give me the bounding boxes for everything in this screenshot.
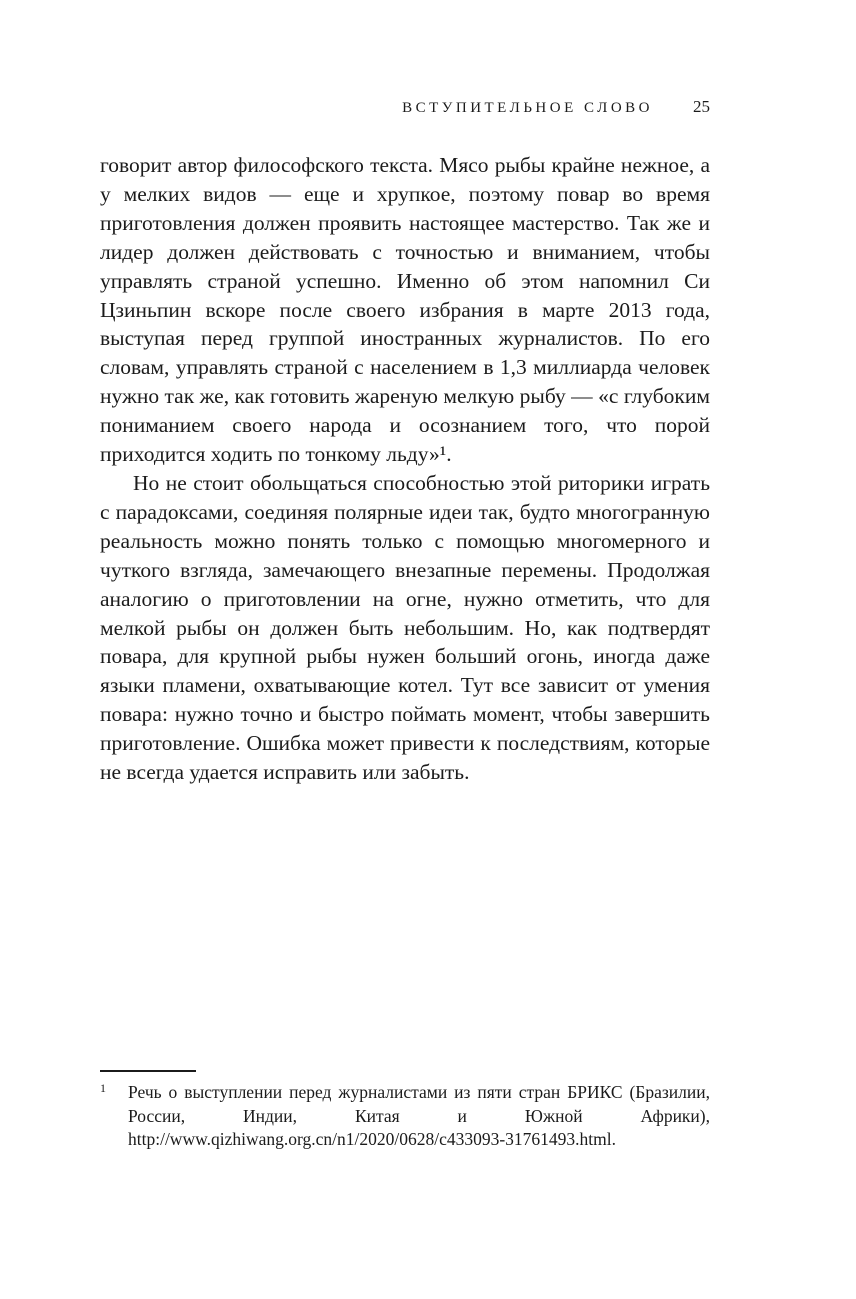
footnote-text: Речь о выступлении перед журналистами из пяти стран БРИКС (Бразилии, России, Индии, Китая и Южной Африки), http://www.qizhiwang.org.cn/n1/2020/0628/c433093-31761493.html. bbox=[128, 1082, 710, 1149]
paragraph-2: Но не стоит обольщаться способностью этой риторики играть с парадоксами, соединяя полярные идеи так, будто многогранную реальность можно понять только с помощью многомерного и чуткого взгляда, замечающего внезапные перемены. Продолжая аналогию о приготовлении на огне, нужно отметить, что для мелкой рыбы он должен быть небольшим. Но, как подтвердят повара, для крупной рыбы нужен больший огонь, иногда даже языки пламени, охватывающие котел. Тут все зависит от умения повара: нужно точно и быстро поймать момент, чтобы завершить приготовление. Ошибка может привести к последствиям, которые не всегда удается исправить или забыть. bbox=[100, 470, 710, 785]
running-head-title: ВСТУПИТЕЛЬНОЕ СЛОВО bbox=[402, 100, 653, 116]
footnote-marker: 1 bbox=[100, 1081, 106, 1095]
footnote-rule bbox=[100, 1070, 196, 1072]
paragraph-1: говорит автор философского текста. Мясо рыбы крайне нежное, а у мелких видов — еще и хрупкое, поэтому повар во время приготовления должен проявить настоящее мастерство. Так же и лидер должен действовать с точностью и вниманием, чтобы управлять страной успешно. Именно об этом напомнил Си Цзиньпин вскоре после своего избрания в марте 2013 года, выступая перед группой иностранных журналистов. По его словам, управлять страной с населением в 1,3 миллиарда человек нужно так же, как готовить жареную мелкую рыбу — «с глубоким пониманием своего народа и осознанием того, что порой приходится ходить по тонкому льду»¹. bbox=[100, 153, 710, 467]
page-number: 25 bbox=[693, 97, 710, 116]
footnote-block bbox=[100, 1070, 710, 1152]
footnote-body bbox=[100, 1081, 710, 1152]
body-text bbox=[100, 151, 710, 787]
running-head bbox=[100, 97, 710, 117]
